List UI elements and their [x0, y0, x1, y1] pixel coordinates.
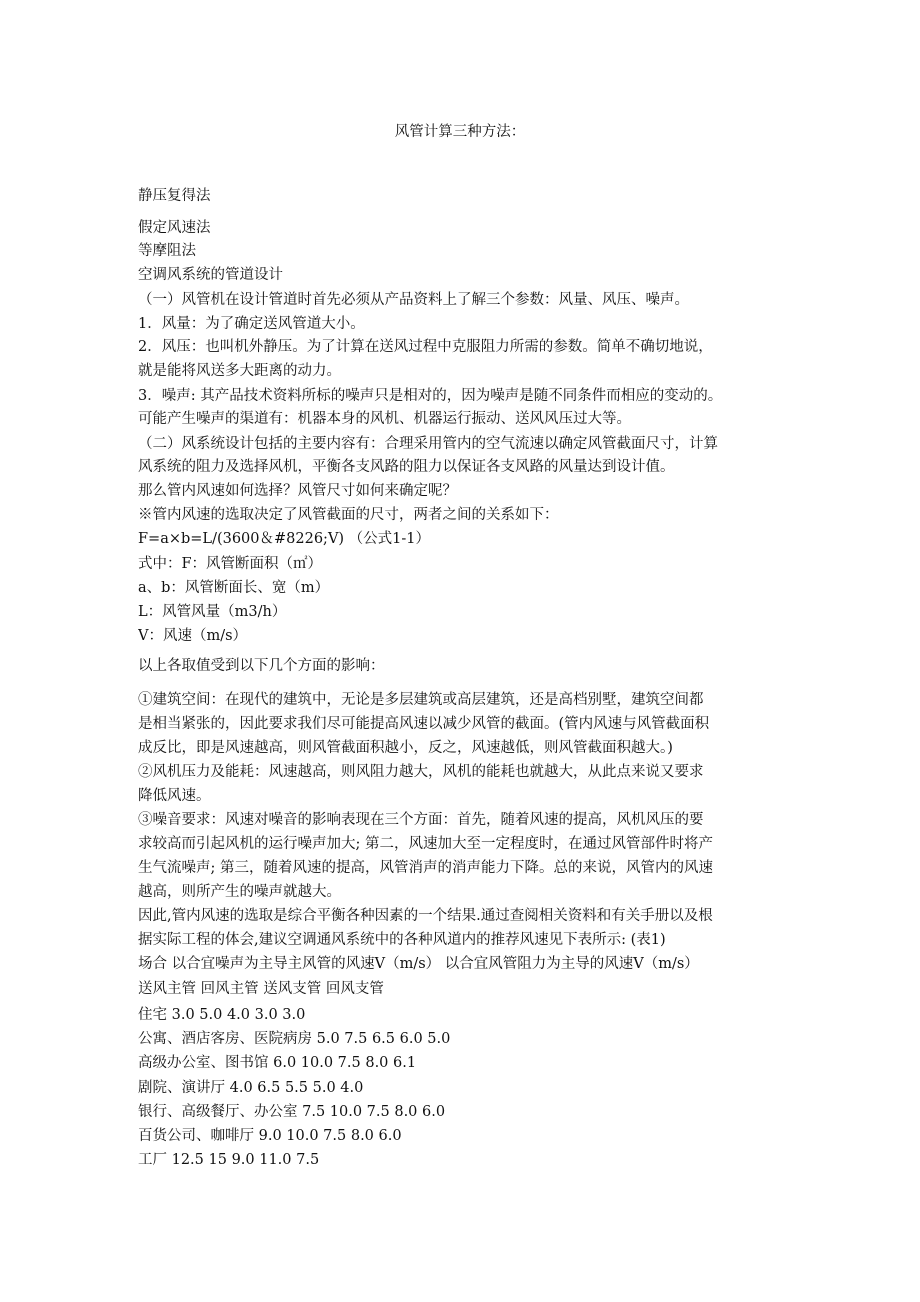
paragraph-line: （二）风系统设计包括的主要内容有：合理采用管内的空气流速以确定风管截面尺寸，计算 [138, 436, 718, 452]
table-row: 剧院、演讲厅 4.0 6.5 5.5 5.0 4.0 [138, 1080, 364, 1096]
paragraph-line: ※管内风速的选取决定了风管截面的尺寸，两者之间的关系如下： [138, 507, 559, 523]
paragraph-line: 2．风压：也叫机外静压。为了计算在送风过程中克服阻力所需的参数。简单不确切地说， [138, 339, 713, 355]
method-equal-friction: 等摩阻法 [138, 243, 196, 259]
formula-definition: V：风速（m/s） [138, 628, 248, 644]
method-assumed-velocity: 假定风速法 [138, 220, 211, 236]
paragraph-line: 可能产生噪声的渠道有：机器本身的风机、机器运行振动、送风风压过大等。 [138, 411, 631, 427]
formula-definition: a、b：风管断面长、宽（m） [138, 580, 330, 596]
paragraph-line: 据实际工程的体会,建议空调通风系统中的各种风道内的推荐风速见下表所示: (表1) [138, 932, 666, 948]
table-row: 工厂 12.5 15 9.0 11.0 7.5 [138, 1152, 320, 1168]
table-row: 银行、高级餐厅、办公室 7.5 10.0 7.5 8.0 6.0 [138, 1104, 446, 1120]
paragraph-line: 是相当紧张的，因此要求我们尽可能提高风速以减少风管的截面。(管内风速与风管截面积 [138, 716, 710, 732]
paragraph-line: ②风机压力及能耗：风速越高，则风阻力越大，风机的能耗也就越大，从此点来说又要求 [138, 764, 704, 780]
formula-definition: L：风管风量（m3/h） [138, 604, 287, 620]
table-row: 住宅 3.0 5.0 4.0 3.0 3.0 [138, 1007, 306, 1023]
paragraph-line: 3．噪声: 其产品技术资料所标的噪声只是相对的，因为噪声是随不同条件而相应的变动的。 [138, 388, 723, 404]
table-row: 公寓、酒店客房、医院病房 5.0 7.5 6.5 6.0 5.0 [138, 1031, 451, 1047]
paragraph-line: 越高，则所产生的噪声就越大。 [138, 884, 341, 900]
paragraph-line: 生气流噪声; 第三，随着风速的提高，风管消声的消声能力下降。总的来说，风管内的风速 [138, 860, 713, 876]
paragraph-line: 以上各取值受到以下几个方面的影响： [138, 658, 385, 674]
table-subheader: 送风主管 回风主管 送风支管 回风支管 [138, 981, 384, 997]
paragraph-line: 因此,管内风速的选取是综合平衡各种因素的一个结果.通过查阅相关资料和有关手册以及根 [138, 908, 713, 924]
paragraph-line: ①建筑空间：在现代的建筑中，无论是多层建筑或高层建筑，还是高档别墅，建筑空间都 [138, 692, 704, 708]
table-row: 百货公司、咖啡厅 9.0 10.0 7.5 8.0 6.0 [138, 1128, 402, 1144]
paragraph-line: （一）风管机在设计管道时首先必须从产品资料上了解三个参数：风量、风压、噪声。 [138, 292, 689, 308]
paragraph-line: 求较高而引起风机的运行噪声加大; 第二，风速加大至一定程度时，在通过风管部件时将产 [138, 836, 713, 852]
method-static-regain: 静压复得法 [138, 188, 211, 204]
page-title: 风管计算三种方法： [394, 124, 526, 140]
paragraph-line: 1．风量：为了确定送风管道大小。 [138, 316, 365, 332]
section-heading: 空调风系统的管道设计 [138, 267, 283, 283]
paragraph-line: 风系统的阻力及选择风机，平衡各支风路的阻力以保证各支风路的风量达到设计值。 [138, 459, 675, 475]
paragraph-line: 成反比，即是风速越高，则风管截面积越小，反之，风速越低，则风管截面积越大。) [138, 740, 673, 756]
paragraph-line: ③噪音要求：风速对噪音的影响表现在三个方面：首先，随着风速的提高，风机风压的要 [138, 812, 704, 828]
table-row: 高级办公室、图书馆 6.0 10.0 7.5 8.0 6.1 [138, 1055, 417, 1071]
paragraph-line: 降低风速。 [138, 788, 211, 804]
table-header: 场合 以合宜噪声为主导主风管的风速V（m/s） 以合宜风管阻力为主导的风速V（m/s） [138, 956, 699, 972]
formula-line: F=a×b=L/(3600＆#8226;V) （公式1-1） [138, 531, 431, 547]
paragraph-line: 就是能将风送多大距离的动力。 [138, 363, 341, 379]
formula-definition: 式中：F：风管断面积（㎡） [138, 556, 323, 572]
paragraph-line: 那么管内风速如何选择？风管尺寸如何来确定呢？ [138, 483, 457, 499]
